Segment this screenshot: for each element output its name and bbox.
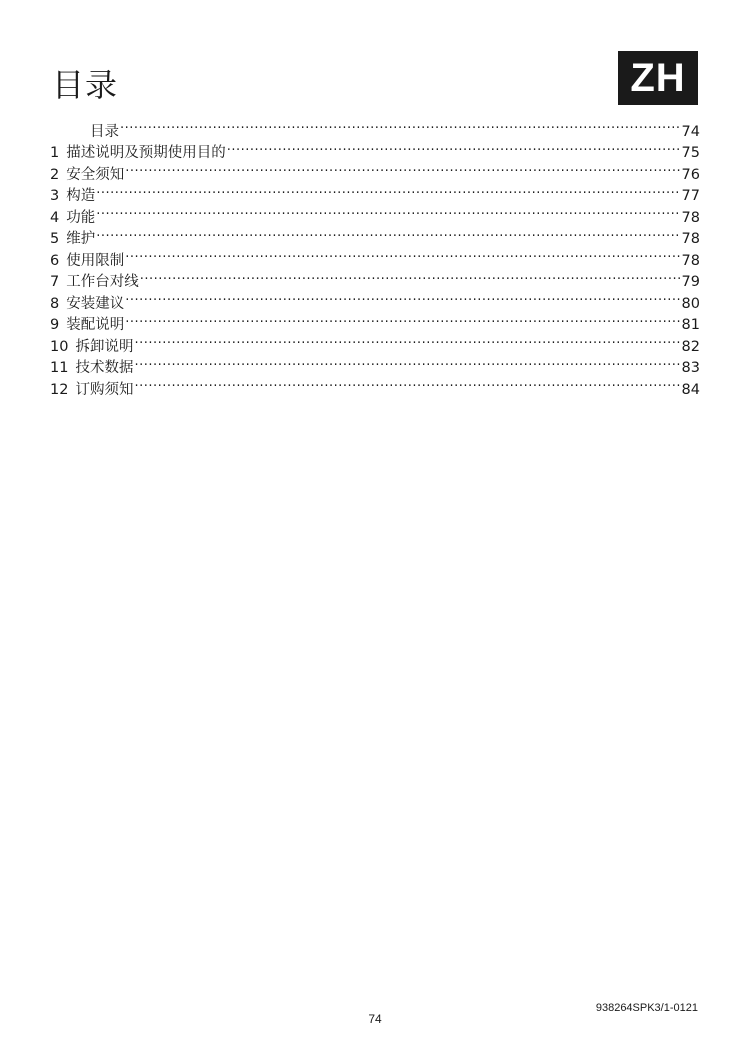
toc-entry-number: 6 — [50, 252, 60, 269]
toc-entry-page: 78 — [681, 252, 700, 269]
toc-entry-number: 8 — [50, 295, 60, 312]
toc-entry-number: 3 — [50, 188, 60, 204]
toc-entry-page: 77 — [681, 188, 700, 204]
toc-entry-10[interactable] — [50, 329, 700, 355]
toc-entry-8[interactable] — [50, 286, 700, 312]
toc-entry-page: 76 — [681, 166, 700, 183]
toc-entry-6[interactable] — [50, 243, 700, 269]
toc-entry-number: 9 — [50, 317, 60, 333]
toc-dot-leader — [96, 222, 680, 244]
toc-dot-leader — [227, 136, 681, 158]
toc-entry-page: 78 — [681, 209, 700, 226]
toc-dot-leader — [96, 200, 680, 222]
toc-entry-label: 技术数据 — [75, 360, 134, 376]
toc-entry-number: 11 — [50, 360, 69, 376]
toc-dot-leader — [125, 243, 680, 265]
toc-entry-number: 7 — [50, 274, 60, 290]
toc-entry-number: 10 — [50, 338, 69, 355]
toc-dot-leader — [125, 157, 680, 179]
toc-entry-label: 安装建议 — [66, 295, 125, 312]
page-title: 目录 — [52, 66, 119, 105]
toc-entry-9[interactable] — [50, 308, 700, 333]
toc-entry-7[interactable] — [50, 265, 700, 290]
toc-entry-label: 使用限制 — [66, 252, 125, 269]
toc-entry-page: 75 — [681, 145, 700, 161]
toc-dot-leader — [125, 308, 680, 330]
document-code: 938264SPK3/1-0121 — [595, 1002, 698, 1014]
toc-entry-contents[interactable] — [50, 114, 700, 140]
toc-entry-page: 74 — [681, 123, 700, 140]
toc-entry-page: 78 — [681, 231, 700, 247]
toc-entry-label: 工作台对线 — [66, 274, 139, 290]
toc-entry-label: 订购须知 — [75, 381, 134, 398]
toc-entry-number: 2 — [50, 166, 60, 183]
toc-entry-number: 5 — [50, 231, 60, 247]
toc-entry-label: 维护 — [66, 231, 96, 247]
table-of-contents — [50, 114, 700, 398]
toc-entry-label: 拆卸说明 — [75, 338, 134, 355]
toc-entry-label: 描述说明及预期使用目的 — [66, 145, 226, 161]
toc-dot-leader — [140, 265, 681, 287]
toc-entry-5[interactable] — [50, 222, 700, 247]
toc-entry-label: 功能 — [66, 209, 96, 226]
toc-dot-leader — [134, 351, 680, 373]
toc-entry-number: 1 — [50, 145, 60, 161]
toc-entry-2[interactable] — [50, 157, 700, 183]
toc-dot-leader — [134, 372, 680, 394]
toc-entry-11[interactable] — [50, 351, 700, 376]
toc-entry-label: 构造 — [66, 188, 96, 204]
page-number: 74 — [368, 1012, 382, 1026]
language-badge: ZH — [618, 51, 698, 105]
toc-entry-1[interactable] — [50, 136, 700, 161]
toc-entry-label: 目录 — [90, 123, 119, 140]
toc-entry-label: 装配说明 — [66, 317, 125, 333]
toc-entry-page: 79 — [681, 274, 700, 290]
toc-entry-number: 12 — [50, 381, 69, 398]
toc-entry-label: 安全须知 — [66, 166, 125, 183]
toc-entry-12[interactable] — [50, 372, 700, 398]
toc-dot-leader — [134, 329, 680, 351]
toc-dot-leader — [96, 179, 680, 201]
toc-entry-4[interactable] — [50, 200, 700, 226]
toc-entry-page: 83 — [681, 360, 700, 376]
toc-entry-number: 4 — [50, 209, 60, 226]
toc-entry-page: 80 — [681, 295, 700, 312]
toc-entry-page: 81 — [681, 317, 700, 333]
toc-entry-page: 82 — [681, 338, 700, 355]
toc-dot-leader — [125, 286, 680, 308]
toc-dot-leader — [120, 114, 681, 136]
toc-entry-page: 84 — [681, 381, 700, 398]
toc-entry-3[interactable] — [50, 179, 700, 204]
